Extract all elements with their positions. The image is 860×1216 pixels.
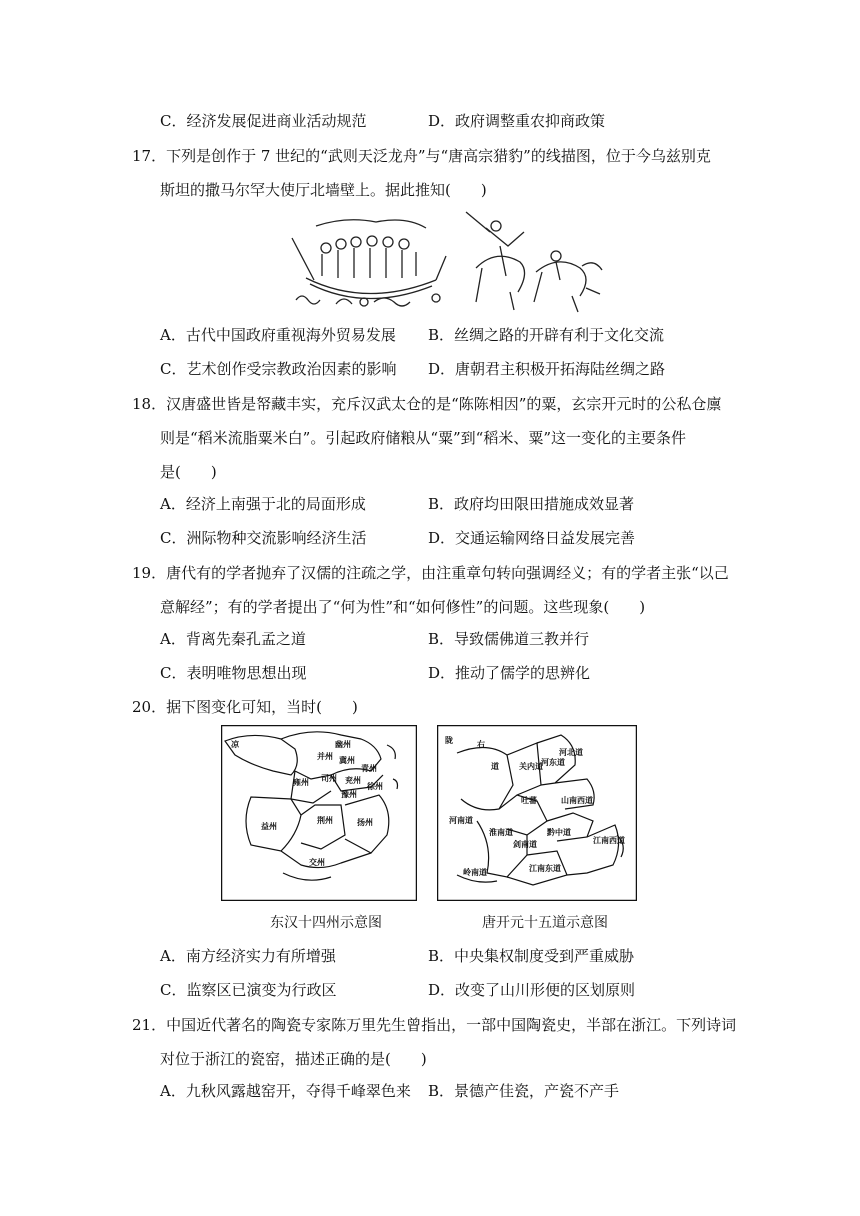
q19-option-a: A．背离先秦孔孟之道	[160, 630, 306, 648]
map1-label-yongzhou: 雍州	[293, 778, 309, 787]
map1-label-jingzhou: 荆州	[317, 816, 333, 825]
map2-label-you: 右	[477, 740, 485, 749]
q17-stem-line1: 17．下列是创作于 7 世纪的“武则天泛龙舟”与“唐高宗猎豹”的线描图，位于今乌兹别克	[132, 147, 711, 165]
map2-caption: 唐开元十五道示意图	[482, 915, 608, 931]
q17-option-a: A．古代中国政府重视海外贸易发展	[160, 326, 396, 344]
map-tang-circuits	[437, 725, 637, 901]
map1-label-yanzhou: 兖州	[345, 776, 361, 785]
q18-option-c: C．洲际物种交流影响经济生活	[160, 529, 367, 547]
map2-label-lingnan: 江南东道	[529, 864, 561, 873]
q19-stem-line1: 19．唐代有的学者抛弃了汉儒的注疏之学，由注重章句转向强调经义；有的学者主张“以己	[132, 564, 729, 582]
q20-option-c: C．监察区已演变为行政区	[160, 981, 337, 999]
map-eastern-han-svg	[221, 725, 417, 901]
map1-label-xuzhou: 徐州	[367, 782, 383, 791]
map2-label-huainan: 山南西道	[561, 796, 593, 805]
map-tang-svg	[437, 725, 637, 901]
q21-option-a: A．九秋风露越窑开，夺得千峰翠色来	[160, 1082, 411, 1100]
map1-label-liang: 凉	[231, 740, 239, 749]
q18-stem-line1: 18．汉唐盛世皆是帑藏丰实，充斥汉武太仓的是“陈陈相因”的粟，玄宗开元时的公私仓廪	[132, 395, 722, 413]
q21-stem-line1: 21．中国近代著名的陶瓷专家陈万里先生曾指出，一部中国陶瓷史，半部在浙江。下列诗词	[132, 1016, 737, 1034]
q18-stem-line2: 则是“稻米流脂粟米白”。引起政府储粮从“粟”到“稻米、粟”这一变化的主要条件	[160, 429, 687, 447]
q20-stem-line1: 20．据下图变化可知，当时( )	[132, 698, 358, 716]
map1-label-yuzhou: 豫州	[341, 790, 357, 799]
map2-label-qianzhong: 剑南道	[513, 840, 537, 849]
map1-label-youzhou: 幽州	[335, 740, 351, 749]
map2-label-jiangnandong: 江南西道	[593, 836, 625, 845]
q17-stem-line2: 斯坦的撒马尔罕大使厅北墙壁上。据此推知( )	[160, 181, 487, 199]
map1-label-bingzhou: 并州	[317, 752, 333, 761]
map2-label-tubo: 河南道	[449, 816, 473, 825]
map1-label-qingzhou: 青州	[361, 764, 377, 773]
map1-label-jizhou: 冀州	[339, 756, 355, 765]
map1-label-yizhou: 益州	[261, 822, 277, 831]
q17-option-d: D．唐朝君主积极开拓海陆丝绸之路	[428, 360, 666, 378]
map2-label-hebei: 河北道	[559, 748, 583, 757]
q19-option-b: B．导致儒佛道三教并行	[428, 630, 590, 648]
q18-option-a: A．经济上南强于北的局面形成	[160, 495, 366, 513]
map2-label-shannanxi: 吐蕃	[521, 796, 537, 805]
q18-option-d: D．交通运输网络日益发展完善	[428, 529, 636, 547]
map1-caption: 东汉十四州示意图	[270, 915, 382, 931]
map2-label-long: 陇	[445, 736, 453, 745]
q17-option-b: B．丝绸之路的开辟有利于文化交流	[428, 326, 665, 344]
q20-option-b: B．中央集权制度受到严重威胁	[428, 947, 635, 965]
map2-label-hedong: 河东道	[541, 758, 565, 767]
q21-option-b: B．景德产佳瓷，产瓷不产手	[428, 1082, 620, 1100]
map2-label-nanzhao: 岭南道	[463, 868, 487, 877]
mural-line-drawings	[286, 208, 608, 318]
map2-label-guannei: 关内道	[519, 762, 543, 771]
q21-stem-line2: 对位于浙江的瓷窑，描述正确的是( )	[160, 1050, 427, 1068]
q16-option-c: C．经济发展促进商业活动规范	[160, 112, 367, 130]
q17-option-c: C．艺术创作受宗教政治因素的影响	[160, 360, 397, 378]
q17-mural-illustrations	[286, 208, 608, 318]
q16-option-d: D．政府调整重农抑商政策	[428, 112, 606, 130]
q20-option-d: D．改变了山川形便的区划原则	[428, 981, 636, 999]
map-eastern-han-provinces	[221, 725, 417, 901]
map2-label-jiangnanxi: 黔中道	[547, 828, 571, 837]
q18-stem-line3: 是( )	[160, 463, 217, 481]
map1-label-sizhou: 司州	[321, 774, 337, 783]
q19-stem-line2: 意解经”；有的学者提出了“何为性”和“如何修性”的问题。这些现象( )	[160, 598, 646, 616]
map1-label-yangzhou: 扬州	[357, 818, 373, 827]
map2-label-jiannan: 淮南道	[489, 828, 513, 837]
map2-label-dao: 道	[491, 762, 499, 771]
map1-label-jiaozhou: 交州	[309, 858, 325, 867]
q18-option-b: B．政府均田限田措施成效显著	[428, 495, 635, 513]
q19-option-d: D．推动了儒学的思辨化	[428, 664, 591, 682]
q20-option-a: A．南方经济实力有所增强	[160, 947, 336, 965]
q19-option-c: C．表明唯物思想出现	[160, 664, 307, 682]
